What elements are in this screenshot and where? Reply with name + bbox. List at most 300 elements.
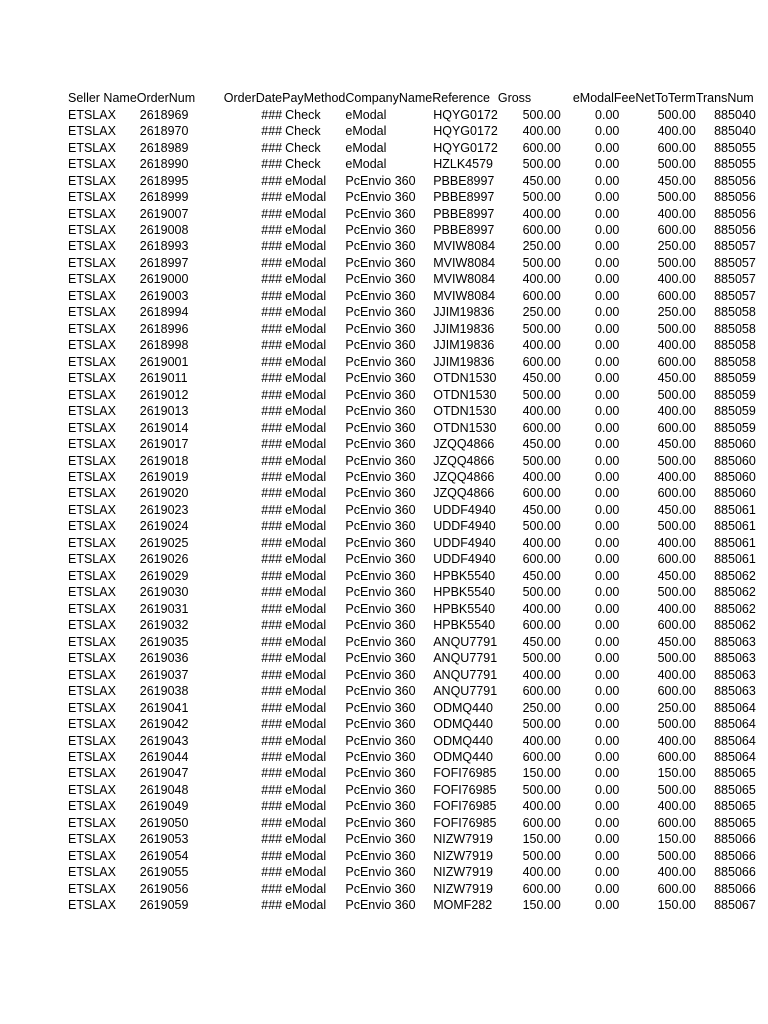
cell-pay-method[interactable]: eModal bbox=[285, 519, 327, 534]
cell-gross[interactable]: 500.00 bbox=[522, 255, 561, 270]
cell-seller-name[interactable]: ETSLAX bbox=[68, 782, 116, 797]
cell-company-name[interactable]: eModal bbox=[345, 107, 387, 122]
cell-seller-name[interactable]: ETSLAX bbox=[68, 881, 116, 896]
cell-reference[interactable]: PBBE8997 bbox=[433, 222, 495, 237]
cell-order-num[interactable]: 2619024 bbox=[139, 519, 189, 534]
cell-pay-method[interactable]: eModal bbox=[285, 733, 327, 748]
header-gross[interactable]: Gross bbox=[497, 91, 532, 106]
cell-gross[interactable]: 400.00 bbox=[522, 535, 561, 550]
cell-emodal-fee[interactable]: 0.00 bbox=[595, 305, 620, 320]
cell-company-name[interactable]: PcEnvio 360 bbox=[345, 288, 416, 303]
cell-order-num[interactable]: 2618995 bbox=[139, 173, 189, 188]
cell-emodal-fee[interactable]: 0.00 bbox=[595, 222, 620, 237]
cell-company-name[interactable]: PcEnvio 360 bbox=[345, 255, 416, 270]
cell-trans-num[interactable]: 885059 bbox=[714, 387, 756, 402]
cell-pay-method[interactable]: eModal bbox=[285, 239, 327, 254]
cell-gross[interactable]: 500.00 bbox=[522, 782, 561, 797]
cell-pay-method[interactable]: eModal bbox=[285, 717, 327, 732]
cell-net-to-term[interactable]: 500.00 bbox=[657, 717, 696, 732]
cell-company-name[interactable]: PcEnvio 360 bbox=[345, 898, 416, 913]
cell-order-num[interactable]: 2619047 bbox=[139, 766, 189, 781]
cell-company-name[interactable]: PcEnvio 360 bbox=[345, 634, 416, 649]
cell-net-to-term[interactable]: 500.00 bbox=[657, 387, 696, 402]
cell-trans-num[interactable]: 885058 bbox=[714, 354, 756, 369]
cell-trans-num[interactable]: 885066 bbox=[714, 865, 756, 880]
cell-reference[interactable]: JZQQ4866 bbox=[433, 486, 495, 501]
cell-company-name[interactable]: PcEnvio 360 bbox=[345, 848, 416, 863]
cell-order-num[interactable]: 2619053 bbox=[139, 832, 189, 847]
cell-order-date[interactable]: ### bbox=[261, 634, 283, 649]
cell-seller-name[interactable]: ETSLAX bbox=[68, 140, 116, 155]
cell-company-name[interactable]: PcEnvio 360 bbox=[345, 486, 416, 501]
cell-trans-num[interactable]: 885061 bbox=[714, 552, 756, 567]
cell-reference[interactable]: MVIW8084 bbox=[433, 255, 496, 270]
cell-reference[interactable]: HPBK5540 bbox=[433, 601, 496, 616]
cell-emodal-fee[interactable]: 0.00 bbox=[595, 157, 620, 172]
cell-company-name[interactable]: eModal bbox=[345, 140, 387, 155]
cell-pay-method[interactable]: eModal bbox=[285, 420, 327, 435]
cell-order-num[interactable]: 2619035 bbox=[139, 634, 189, 649]
cell-trans-num[interactable]: 885055 bbox=[714, 157, 756, 172]
cell-pay-method[interactable]: eModal bbox=[285, 222, 327, 237]
cell-net-to-term[interactable]: 400.00 bbox=[657, 206, 696, 221]
cell-reference[interactable]: UDDF4940 bbox=[433, 519, 496, 534]
cell-trans-num[interactable]: 885058 bbox=[714, 305, 756, 320]
cell-company-name[interactable]: PcEnvio 360 bbox=[345, 305, 416, 320]
cell-order-date[interactable]: ### bbox=[261, 305, 283, 320]
cell-reference[interactable]: HQYG0172 bbox=[433, 124, 498, 139]
cell-gross[interactable]: 500.00 bbox=[522, 651, 561, 666]
cell-gross[interactable]: 400.00 bbox=[522, 667, 561, 682]
cell-net-to-term[interactable]: 400.00 bbox=[657, 404, 696, 419]
cell-net-to-term[interactable]: 500.00 bbox=[657, 453, 696, 468]
cell-seller-name[interactable]: ETSLAX bbox=[68, 338, 116, 353]
cell-company-name[interactable]: PcEnvio 360 bbox=[345, 222, 416, 237]
cell-gross[interactable]: 150.00 bbox=[522, 898, 561, 913]
header-emodal-fee[interactable]: eModalFee bbox=[572, 91, 636, 106]
cell-pay-method[interactable]: eModal bbox=[285, 667, 327, 682]
cell-order-num[interactable]: 2619050 bbox=[139, 815, 189, 830]
cell-net-to-term[interactable]: 250.00 bbox=[657, 305, 696, 320]
cell-seller-name[interactable]: ETSLAX bbox=[68, 766, 116, 781]
cell-reference[interactable]: OTDN1530 bbox=[433, 387, 497, 402]
cell-order-num[interactable]: 2619044 bbox=[139, 749, 189, 764]
cell-reference[interactable]: UDDF4940 bbox=[433, 552, 496, 567]
header-seller-name[interactable]: Seller Name bbox=[68, 91, 137, 106]
cell-order-num[interactable]: 2618990 bbox=[139, 157, 189, 172]
cell-company-name[interactable]: PcEnvio 360 bbox=[345, 190, 416, 205]
cell-order-num[interactable]: 2619017 bbox=[139, 437, 189, 452]
cell-order-num[interactable]: 2619043 bbox=[139, 733, 189, 748]
cell-pay-method[interactable]: eModal bbox=[285, 865, 327, 880]
cell-company-name[interactable]: PcEnvio 360 bbox=[345, 568, 416, 583]
cell-seller-name[interactable]: ETSLAX bbox=[68, 420, 116, 435]
cell-trans-num[interactable]: 885062 bbox=[714, 585, 756, 600]
cell-emodal-fee[interactable]: 0.00 bbox=[595, 354, 620, 369]
cell-order-num[interactable]: 2618998 bbox=[139, 338, 189, 353]
cell-seller-name[interactable]: ETSLAX bbox=[68, 305, 116, 320]
cell-gross[interactable]: 600.00 bbox=[522, 288, 561, 303]
cell-net-to-term[interactable]: 450.00 bbox=[657, 634, 696, 649]
cell-net-to-term[interactable]: 250.00 bbox=[657, 700, 696, 715]
cell-gross[interactable]: 600.00 bbox=[522, 684, 561, 699]
cell-pay-method[interactable]: eModal bbox=[285, 502, 327, 517]
cell-pay-method[interactable]: eModal bbox=[285, 387, 327, 402]
cell-net-to-term[interactable]: 400.00 bbox=[657, 535, 696, 550]
cell-gross[interactable]: 600.00 bbox=[522, 140, 561, 155]
cell-order-num[interactable]: 2619049 bbox=[139, 799, 189, 814]
cell-emodal-fee[interactable]: 0.00 bbox=[595, 881, 620, 896]
cell-net-to-term[interactable]: 400.00 bbox=[657, 338, 696, 353]
cell-gross[interactable]: 400.00 bbox=[522, 601, 561, 616]
cell-company-name[interactable]: PcEnvio 360 bbox=[345, 700, 416, 715]
cell-seller-name[interactable]: ETSLAX bbox=[68, 848, 116, 863]
cell-company-name[interactable]: PcEnvio 360 bbox=[345, 371, 416, 386]
cell-reference[interactable]: HZLK4579 bbox=[433, 157, 493, 172]
cell-seller-name[interactable]: ETSLAX bbox=[68, 437, 116, 452]
cell-net-to-term[interactable]: 600.00 bbox=[657, 552, 696, 567]
cell-order-num[interactable]: 2619038 bbox=[139, 684, 189, 699]
cell-order-date[interactable]: ### bbox=[261, 371, 283, 386]
cell-order-date[interactable]: ### bbox=[261, 535, 283, 550]
cell-seller-name[interactable]: ETSLAX bbox=[68, 371, 116, 386]
cell-pay-method[interactable]: eModal bbox=[285, 848, 327, 863]
cell-gross[interactable]: 500.00 bbox=[522, 157, 561, 172]
cell-emodal-fee[interactable]: 0.00 bbox=[595, 288, 620, 303]
cell-seller-name[interactable]: ETSLAX bbox=[68, 288, 116, 303]
cell-pay-method[interactable]: eModal bbox=[285, 470, 327, 485]
cell-seller-name[interactable]: ETSLAX bbox=[68, 898, 116, 913]
cell-trans-num[interactable]: 885065 bbox=[714, 815, 756, 830]
cell-gross[interactable]: 400.00 bbox=[522, 338, 561, 353]
cell-order-date[interactable]: ### bbox=[261, 733, 283, 748]
cell-gross[interactable]: 600.00 bbox=[522, 486, 561, 501]
cell-order-num[interactable]: 2619007 bbox=[139, 206, 189, 221]
cell-trans-num[interactable]: 885040 bbox=[714, 107, 756, 122]
cell-seller-name[interactable]: ETSLAX bbox=[68, 832, 116, 847]
cell-net-to-term[interactable]: 600.00 bbox=[657, 486, 696, 501]
cell-net-to-term[interactable]: 450.00 bbox=[657, 437, 696, 452]
cell-reference[interactable]: NIZW7919 bbox=[433, 865, 493, 880]
cell-order-date[interactable]: ### bbox=[261, 354, 283, 369]
cell-order-date[interactable]: ### bbox=[261, 190, 283, 205]
cell-company-name[interactable]: PcEnvio 360 bbox=[345, 404, 416, 419]
cell-order-date[interactable]: ### bbox=[261, 288, 283, 303]
cell-order-date[interactable]: ### bbox=[261, 585, 283, 600]
cell-order-date[interactable]: ### bbox=[261, 420, 283, 435]
cell-emodal-fee[interactable]: 0.00 bbox=[595, 848, 620, 863]
cell-order-date[interactable]: ### bbox=[261, 684, 283, 699]
cell-net-to-term[interactable]: 500.00 bbox=[657, 585, 696, 600]
cell-order-date[interactable]: ### bbox=[261, 717, 283, 732]
cell-emodal-fee[interactable]: 0.00 bbox=[595, 585, 620, 600]
cell-trans-num[interactable]: 885057 bbox=[714, 288, 756, 303]
cell-gross[interactable]: 450.00 bbox=[522, 634, 561, 649]
cell-order-num[interactable]: 2619025 bbox=[139, 535, 189, 550]
cell-order-num[interactable]: 2618969 bbox=[139, 107, 189, 122]
cell-order-num[interactable]: 2619012 bbox=[139, 387, 189, 402]
cell-emodal-fee[interactable]: 0.00 bbox=[595, 667, 620, 682]
cell-trans-num[interactable]: 885060 bbox=[714, 486, 756, 501]
header-pay-method[interactable]: PayMethod bbox=[282, 91, 346, 106]
cell-trans-num[interactable]: 885066 bbox=[714, 848, 756, 863]
cell-trans-num[interactable]: 885056 bbox=[714, 173, 756, 188]
cell-emodal-fee[interactable]: 0.00 bbox=[595, 865, 620, 880]
cell-order-date[interactable]: ### bbox=[261, 157, 283, 172]
header-order-num[interactable]: OrderNum bbox=[136, 91, 196, 106]
cell-reference[interactable]: FOFI76985 bbox=[433, 766, 497, 781]
cell-order-date[interactable]: ### bbox=[261, 338, 283, 353]
cell-seller-name[interactable]: ETSLAX bbox=[68, 502, 116, 517]
cell-reference[interactable]: HPBK5540 bbox=[433, 568, 496, 583]
cell-pay-method[interactable]: eModal bbox=[285, 288, 327, 303]
cell-company-name[interactable]: PcEnvio 360 bbox=[345, 354, 416, 369]
cell-order-date[interactable]: ### bbox=[261, 832, 283, 847]
cell-pay-method[interactable]: eModal bbox=[285, 651, 327, 666]
cell-trans-num[interactable]: 885065 bbox=[714, 799, 756, 814]
cell-order-date[interactable]: ### bbox=[261, 749, 283, 764]
cell-order-date[interactable]: ### bbox=[261, 651, 283, 666]
cell-trans-num[interactable]: 885057 bbox=[714, 239, 756, 254]
cell-seller-name[interactable]: ETSLAX bbox=[68, 387, 116, 402]
cell-emodal-fee[interactable]: 0.00 bbox=[595, 684, 620, 699]
cell-pay-method[interactable]: eModal bbox=[285, 684, 327, 699]
cell-reference[interactable]: JZQQ4866 bbox=[433, 437, 495, 452]
cell-order-num[interactable]: 2619014 bbox=[139, 420, 189, 435]
cell-order-num[interactable]: 2619023 bbox=[139, 502, 189, 517]
cell-emodal-fee[interactable]: 0.00 bbox=[595, 700, 620, 715]
cell-trans-num[interactable]: 885064 bbox=[714, 749, 756, 764]
cell-order-date[interactable]: ### bbox=[261, 140, 283, 155]
cell-order-date[interactable]: ### bbox=[261, 898, 283, 913]
cell-emodal-fee[interactable]: 0.00 bbox=[595, 470, 620, 485]
cell-pay-method[interactable]: eModal bbox=[285, 881, 327, 896]
cell-order-date[interactable]: ### bbox=[261, 173, 283, 188]
cell-seller-name[interactable]: ETSLAX bbox=[68, 618, 116, 633]
cell-trans-num[interactable]: 885063 bbox=[714, 684, 756, 699]
cell-gross[interactable]: 600.00 bbox=[522, 881, 561, 896]
cell-pay-method[interactable]: eModal bbox=[285, 634, 327, 649]
cell-net-to-term[interactable]: 500.00 bbox=[657, 255, 696, 270]
cell-reference[interactable]: HPBK5540 bbox=[433, 618, 496, 633]
cell-seller-name[interactable]: ETSLAX bbox=[68, 486, 116, 501]
cell-reference[interactable]: MVIW8084 bbox=[433, 288, 496, 303]
cell-order-num[interactable]: 2619037 bbox=[139, 667, 189, 682]
cell-net-to-term[interactable]: 250.00 bbox=[657, 239, 696, 254]
cell-company-name[interactable]: PcEnvio 360 bbox=[345, 799, 416, 814]
cell-trans-num[interactable]: 885058 bbox=[714, 321, 756, 336]
cell-reference[interactable]: PBBE8997 bbox=[433, 190, 495, 205]
cell-seller-name[interactable]: ETSLAX bbox=[68, 601, 116, 616]
cell-trans-num[interactable]: 885057 bbox=[714, 255, 756, 270]
cell-trans-num[interactable]: 885061 bbox=[714, 519, 756, 534]
cell-gross[interactable]: 150.00 bbox=[522, 766, 561, 781]
cell-seller-name[interactable]: ETSLAX bbox=[68, 634, 116, 649]
cell-order-num[interactable]: 2619032 bbox=[139, 618, 189, 633]
cell-emodal-fee[interactable]: 0.00 bbox=[595, 453, 620, 468]
cell-emodal-fee[interactable]: 0.00 bbox=[595, 799, 620, 814]
cell-pay-method[interactable]: eModal bbox=[285, 700, 327, 715]
cell-emodal-fee[interactable]: 0.00 bbox=[595, 535, 620, 550]
cell-seller-name[interactable]: ETSLAX bbox=[68, 107, 116, 122]
cell-seller-name[interactable]: ETSLAX bbox=[68, 799, 116, 814]
cell-net-to-term[interactable]: 450.00 bbox=[657, 568, 696, 583]
cell-reference[interactable]: ANQU7791 bbox=[433, 651, 498, 666]
cell-gross[interactable]: 400.00 bbox=[522, 799, 561, 814]
cell-emodal-fee[interactable]: 0.00 bbox=[595, 766, 620, 781]
cell-order-date[interactable]: ### bbox=[261, 667, 283, 682]
cell-net-to-term[interactable]: 600.00 bbox=[657, 222, 696, 237]
cell-order-date[interactable]: ### bbox=[261, 881, 283, 896]
cell-company-name[interactable]: PcEnvio 360 bbox=[345, 815, 416, 830]
cell-emodal-fee[interactable]: 0.00 bbox=[595, 437, 620, 452]
cell-order-date[interactable]: ### bbox=[261, 766, 283, 781]
cell-trans-num[interactable]: 885055 bbox=[714, 140, 756, 155]
cell-emodal-fee[interactable]: 0.00 bbox=[595, 272, 620, 287]
cell-trans-num[interactable]: 885067 bbox=[714, 898, 756, 913]
cell-net-to-term[interactable]: 600.00 bbox=[657, 881, 696, 896]
cell-company-name[interactable]: PcEnvio 360 bbox=[345, 667, 416, 682]
cell-order-date[interactable]: ### bbox=[261, 321, 283, 336]
cell-company-name[interactable]: PcEnvio 360 bbox=[345, 173, 416, 188]
cell-reference[interactable]: OTDN1530 bbox=[433, 371, 497, 386]
cell-trans-num[interactable]: 885063 bbox=[714, 667, 756, 682]
cell-seller-name[interactable]: ETSLAX bbox=[68, 190, 116, 205]
cell-pay-method[interactable]: eModal bbox=[285, 173, 327, 188]
cell-pay-method[interactable]: eModal bbox=[285, 190, 327, 205]
cell-pay-method[interactable]: eModal bbox=[285, 371, 327, 386]
cell-gross[interactable]: 450.00 bbox=[522, 371, 561, 386]
cell-order-date[interactable]: ### bbox=[261, 815, 283, 830]
cell-net-to-term[interactable]: 600.00 bbox=[657, 618, 696, 633]
cell-pay-method[interactable]: eModal bbox=[285, 585, 327, 600]
cell-company-name[interactable]: PcEnvio 360 bbox=[345, 535, 416, 550]
cell-seller-name[interactable]: ETSLAX bbox=[68, 255, 116, 270]
cell-reference[interactable]: JJIM19836 bbox=[433, 305, 495, 320]
cell-company-name[interactable]: PcEnvio 360 bbox=[345, 601, 416, 616]
cell-trans-num[interactable]: 885066 bbox=[714, 832, 756, 847]
cell-company-name[interactable]: PcEnvio 360 bbox=[345, 437, 416, 452]
cell-emodal-fee[interactable]: 0.00 bbox=[595, 387, 620, 402]
cell-order-num[interactable]: 2619018 bbox=[139, 453, 189, 468]
cell-trans-num[interactable]: 885060 bbox=[714, 453, 756, 468]
cell-pay-method[interactable]: eModal bbox=[285, 305, 327, 320]
cell-net-to-term[interactable]: 500.00 bbox=[657, 782, 696, 797]
cell-gross[interactable]: 250.00 bbox=[522, 239, 561, 254]
cell-order-date[interactable]: ### bbox=[261, 799, 283, 814]
cell-order-date[interactable]: ### bbox=[261, 404, 283, 419]
cell-order-date[interactable]: ### bbox=[261, 486, 283, 501]
cell-seller-name[interactable]: ETSLAX bbox=[68, 272, 116, 287]
cell-order-num[interactable]: 2619036 bbox=[139, 651, 189, 666]
cell-company-name[interactable]: PcEnvio 360 bbox=[345, 206, 416, 221]
cell-emodal-fee[interactable]: 0.00 bbox=[595, 190, 620, 205]
cell-reference[interactable]: ANQU7791 bbox=[433, 667, 498, 682]
cell-emodal-fee[interactable]: 0.00 bbox=[595, 832, 620, 847]
cell-order-num[interactable]: 2619056 bbox=[139, 881, 189, 896]
cell-net-to-term[interactable]: 400.00 bbox=[657, 272, 696, 287]
cell-seller-name[interactable]: ETSLAX bbox=[68, 651, 116, 666]
cell-reference[interactable]: UDDF4940 bbox=[433, 535, 496, 550]
cell-trans-num[interactable]: 885040 bbox=[714, 124, 756, 139]
cell-order-num[interactable]: 2618999 bbox=[139, 190, 189, 205]
cell-net-to-term[interactable]: 400.00 bbox=[657, 601, 696, 616]
cell-order-num[interactable]: 2618997 bbox=[139, 255, 189, 270]
cell-net-to-term[interactable]: 600.00 bbox=[657, 140, 696, 155]
cell-pay-method[interactable]: Check bbox=[285, 107, 321, 122]
cell-reference[interactable]: JZQQ4866 bbox=[433, 470, 495, 485]
cell-net-to-term[interactable]: 600.00 bbox=[657, 354, 696, 369]
cell-net-to-term[interactable]: 400.00 bbox=[657, 733, 696, 748]
cell-reference[interactable]: JJIM19836 bbox=[433, 354, 495, 369]
cell-net-to-term[interactable]: 600.00 bbox=[657, 815, 696, 830]
cell-company-name[interactable]: PcEnvio 360 bbox=[345, 239, 416, 254]
cell-company-name[interactable]: PcEnvio 360 bbox=[345, 321, 416, 336]
cell-seller-name[interactable]: ETSLAX bbox=[68, 354, 116, 369]
cell-net-to-term[interactable]: 150.00 bbox=[657, 766, 696, 781]
cell-company-name[interactable]: PcEnvio 360 bbox=[345, 717, 416, 732]
cell-pay-method[interactable]: eModal bbox=[285, 749, 327, 764]
cell-trans-num[interactable]: 885056 bbox=[714, 222, 756, 237]
cell-order-date[interactable]: ### bbox=[261, 437, 283, 452]
cell-gross[interactable]: 500.00 bbox=[522, 453, 561, 468]
cell-gross[interactable]: 400.00 bbox=[522, 124, 561, 139]
cell-order-num[interactable]: 2619019 bbox=[139, 470, 189, 485]
cell-trans-num[interactable]: 885059 bbox=[714, 420, 756, 435]
cell-seller-name[interactable]: ETSLAX bbox=[68, 519, 116, 534]
cell-gross[interactable]: 400.00 bbox=[522, 206, 561, 221]
cell-net-to-term[interactable]: 500.00 bbox=[657, 190, 696, 205]
cell-company-name[interactable]: PcEnvio 360 bbox=[345, 338, 416, 353]
cell-company-name[interactable]: PcEnvio 360 bbox=[345, 470, 416, 485]
cell-order-date[interactable]: ### bbox=[261, 124, 283, 139]
cell-reference[interactable]: FOFI76985 bbox=[433, 799, 497, 814]
cell-trans-num[interactable]: 885063 bbox=[714, 634, 756, 649]
cell-gross[interactable]: 250.00 bbox=[522, 700, 561, 715]
cell-reference[interactable]: ODMQ440 bbox=[433, 733, 493, 748]
cell-order-date[interactable]: ### bbox=[261, 470, 283, 485]
cell-emodal-fee[interactable]: 0.00 bbox=[595, 173, 620, 188]
cell-reference[interactable]: MVIW8084 bbox=[433, 239, 496, 254]
cell-gross[interactable]: 600.00 bbox=[522, 420, 561, 435]
cell-trans-num[interactable]: 885057 bbox=[714, 272, 756, 287]
cell-gross[interactable]: 500.00 bbox=[522, 717, 561, 732]
cell-pay-method[interactable]: eModal bbox=[285, 486, 327, 501]
cell-order-date[interactable]: ### bbox=[261, 239, 283, 254]
cell-trans-num[interactable]: 885065 bbox=[714, 782, 756, 797]
cell-emodal-fee[interactable]: 0.00 bbox=[595, 420, 620, 435]
cell-trans-num[interactable]: 885060 bbox=[714, 470, 756, 485]
cell-gross[interactable]: 500.00 bbox=[522, 107, 561, 122]
cell-gross[interactable]: 400.00 bbox=[522, 470, 561, 485]
cell-net-to-term[interactable]: 500.00 bbox=[657, 157, 696, 172]
cell-pay-method[interactable]: eModal bbox=[285, 618, 327, 633]
cell-reference[interactable]: HQYG0172 bbox=[433, 140, 498, 155]
cell-trans-num[interactable]: 885064 bbox=[714, 717, 756, 732]
cell-order-num[interactable]: 2619013 bbox=[139, 404, 189, 419]
cell-reference[interactable]: HPBK5540 bbox=[433, 585, 496, 600]
cell-net-to-term[interactable]: 500.00 bbox=[657, 848, 696, 863]
cell-seller-name[interactable]: ETSLAX bbox=[68, 749, 116, 764]
cell-reference[interactable]: JZQQ4866 bbox=[433, 453, 495, 468]
cell-gross[interactable]: 500.00 bbox=[522, 848, 561, 863]
cell-order-num[interactable]: 2619042 bbox=[139, 717, 189, 732]
cell-gross[interactable]: 500.00 bbox=[522, 387, 561, 402]
cell-order-date[interactable]: ### bbox=[261, 519, 283, 534]
cell-gross[interactable]: 500.00 bbox=[522, 321, 561, 336]
cell-seller-name[interactable]: ETSLAX bbox=[68, 321, 116, 336]
cell-emodal-fee[interactable]: 0.00 bbox=[595, 782, 620, 797]
